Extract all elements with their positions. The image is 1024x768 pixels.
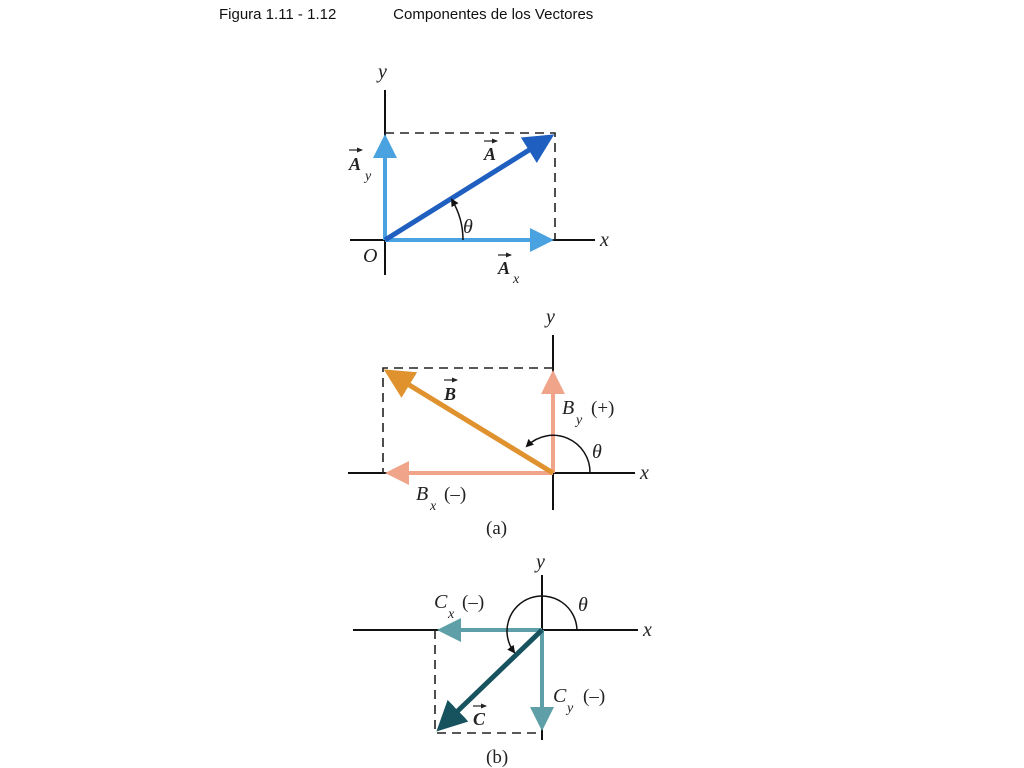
diagram-b-vector-label: B [444, 384, 457, 404]
diagram-c-x-component-label: C [434, 591, 448, 613]
diagram-b-x-component-sign: (–) [444, 484, 467, 505]
diagram-c-theta-label: θ [578, 594, 588, 616]
figure-number: Figura 1.11 - 1.12 [219, 6, 337, 23]
diagram-a-x-component-label: A [498, 258, 511, 278]
diagram-a-y-label: y [378, 61, 387, 83]
diagram-a-y-component-sub: y [365, 169, 372, 184]
diagram-c-vector-label: C [473, 709, 486, 729]
diagram-c-x-component-sign: (–) [462, 592, 485, 613]
diagram-a-vector-label: A [484, 144, 497, 164]
diagram-a-theta-label: θ [463, 216, 473, 238]
diagram-b-y-label: y [546, 306, 555, 328]
diagram-c-x-label: x [643, 619, 652, 641]
diagram-c-y-component-label: C [553, 685, 567, 707]
diagram-b-x-label: x [640, 462, 649, 484]
diagram-b-caption: (a) [486, 518, 508, 539]
diagram-b-y-component-sub: y [576, 413, 583, 428]
diagram-c-caption: (b) [486, 747, 509, 768]
diagram-a-y-component-label: A [349, 154, 362, 174]
diagram-b [348, 306, 649, 539]
diagram-c-y-label: y [536, 551, 545, 573]
diagram-c-vector-arrow [440, 630, 542, 728]
diagram-b-x-component-sub: x [430, 499, 437, 514]
diagram-b-vector-arrow [388, 372, 553, 473]
diagram-a-x-label: x [600, 229, 609, 251]
diagram-b-y-component-sign: (+) [591, 398, 615, 419]
diagram-b-y-component-label: B [562, 397, 575, 419]
diagram-b-x-component-label: B [416, 483, 429, 505]
diagram-c-y-component-sub: y [567, 701, 574, 716]
figure-title: Componentes de los Vectores [393, 6, 594, 23]
diagram-a-theta-arc [452, 200, 463, 240]
diagram-a-x-component-sub: x [513, 272, 520, 287]
diagram-a [348, 61, 609, 287]
diagram-c-x-component-sub: x [448, 607, 455, 622]
diagram-c [353, 551, 652, 768]
diagram-b-theta-label: θ [592, 441, 602, 463]
diagram-a-origin-label: O [363, 245, 378, 267]
diagram-c-y-component-sign: (–) [583, 686, 606, 707]
diagram-b-theta-arc [527, 435, 590, 473]
